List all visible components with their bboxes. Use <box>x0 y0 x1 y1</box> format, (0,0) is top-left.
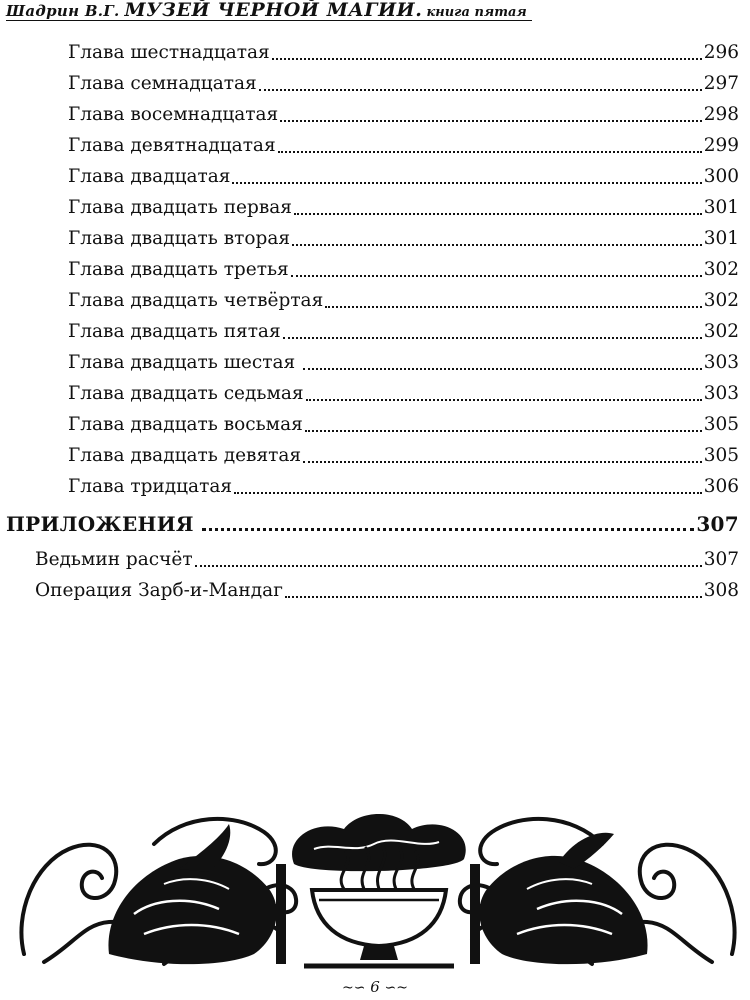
toc-section-label: ПРИЛОЖЕНИЯ <box>6 512 194 536</box>
dot-leader <box>325 306 701 308</box>
dot-leader <box>303 461 702 463</box>
toc-row[interactable] <box>68 158 739 188</box>
toc-row[interactable] <box>68 375 739 405</box>
toc-appendix-item-label: Операция Зарб-и-Мандаг <box>35 580 283 601</box>
page-number-footer <box>0 978 750 996</box>
toc-chapter-label: Глава двадцать шестая <box>68 352 302 373</box>
toc-page-number: 301 <box>703 197 739 218</box>
toc-row[interactable] <box>68 468 739 498</box>
toc-chapter-label: Глава девятнадцатая <box>68 135 276 156</box>
toc-page-number: 297 <box>703 73 739 94</box>
toc-page-number: 303 <box>703 352 739 373</box>
toc-row[interactable] <box>68 251 739 281</box>
running-header <box>6 0 532 21</box>
toc-page-number: 308 <box>703 580 739 601</box>
dot-leader <box>234 492 702 494</box>
toc-row[interactable] <box>68 406 739 436</box>
toc-row[interactable] <box>35 572 739 602</box>
toc-page-number: 299 <box>703 135 739 156</box>
dot-leader <box>232 182 701 184</box>
toc-chapter-label: Глава двадцать третья <box>68 259 289 280</box>
toc-page-number: 303 <box>703 383 739 404</box>
toc-chapter-label: Глава двадцать девятая <box>68 445 302 466</box>
dot-leader <box>283 337 702 339</box>
dot-leader <box>272 58 702 60</box>
toc-chapter-label: Глава восемнадцатая <box>68 104 279 125</box>
toc-row[interactable] <box>68 127 739 157</box>
dot-leader <box>285 596 702 598</box>
toc-chapter-label: Глава двадцать восьмая <box>68 414 303 435</box>
toc-chapter-label: Глава двадцатая <box>68 166 231 187</box>
dot-leader <box>305 430 702 432</box>
toc-row[interactable] <box>68 65 739 95</box>
toc-chapter-label: Глава семнадцатая <box>68 73 257 94</box>
toc-page-number: 301 <box>703 228 739 249</box>
toc-chapter-label: Глава шестнадцатая <box>68 42 270 63</box>
dot-leader <box>259 89 702 91</box>
toc-page-number: 300 <box>703 166 739 187</box>
dot-leader <box>278 151 702 153</box>
swirl-ornament-icon: ∽~ <box>384 980 409 996</box>
toc-section-appendix[interactable] <box>6 505 739 535</box>
toc-chapter-label: Глава тридцатая <box>68 476 233 497</box>
toc-appendix-item-label: Ведьмин расчёт <box>35 549 193 570</box>
dot-leader <box>195 565 702 567</box>
toc-page-number: 302 <box>703 321 739 342</box>
toc-chapter-label: Глава двадцать вторая <box>68 228 291 249</box>
toc-row[interactable] <box>68 313 739 343</box>
toc-page-number: 305 <box>703 445 739 466</box>
toc-row[interactable] <box>68 282 739 312</box>
header-author: Шадрин В.Г. <box>6 2 120 20</box>
toc-row[interactable] <box>68 96 739 126</box>
dot-leader <box>294 213 702 215</box>
engraved-ornament-icon <box>14 804 742 970</box>
toc-page-number: 307 <box>703 549 739 570</box>
swirl-ornament-icon: ~∽ <box>341 980 366 996</box>
toc-page-number: 298 <box>703 104 739 125</box>
toc-page-number: 302 <box>703 259 739 280</box>
toc-chapter-label: Глава двадцать первая <box>68 197 292 218</box>
dot-leader <box>292 244 702 246</box>
toc-row[interactable] <box>68 34 739 64</box>
toc-page-number: 307 <box>696 512 739 536</box>
toc-page-number: 305 <box>703 414 739 435</box>
dot-leader <box>306 399 702 401</box>
dot-leader <box>202 528 695 531</box>
header-subtitle: книга пятая <box>426 5 527 20</box>
header-title: МУЗЕЙ ЧЕРНОЙ МАГИИ. <box>124 0 423 21</box>
dot-leader <box>291 275 702 277</box>
toc-row[interactable] <box>68 344 739 374</box>
dot-leader <box>280 120 701 122</box>
toc-chapter-label: Глава двадцать седьмая <box>68 383 304 404</box>
toc-row[interactable] <box>68 189 739 219</box>
toc-row[interactable] <box>68 220 739 250</box>
toc-row[interactable] <box>35 541 739 571</box>
toc-chapter-label: Глава двадцать четвёртая <box>68 290 324 311</box>
page-number: 6 <box>370 978 380 996</box>
toc-page-number: 302 <box>703 290 739 311</box>
toc-chapter-label: Глава двадцать пятая <box>68 321 281 342</box>
dot-leader <box>303 368 702 370</box>
toc-page-number: 306 <box>703 476 739 497</box>
toc-row[interactable] <box>68 437 739 467</box>
toc-page-number: 296 <box>703 42 739 63</box>
